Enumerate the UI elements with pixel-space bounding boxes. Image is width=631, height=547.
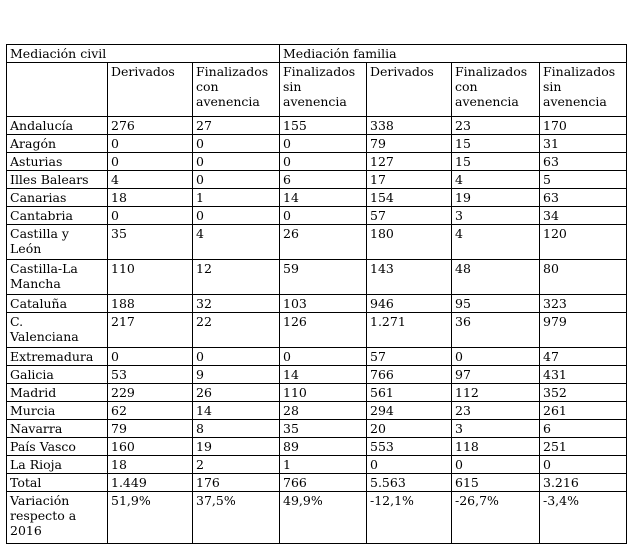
table-cell: 160 (108, 438, 193, 456)
table-cell: 431 (540, 366, 627, 384)
table-cell: 1 (280, 456, 367, 474)
row-label: País Vasco (7, 438, 108, 456)
table-cell: 23 (452, 117, 540, 135)
table-cell: 1.271 (367, 313, 452, 348)
table-row (7, 366, 627, 384)
row-label: Total (7, 474, 108, 492)
table-cell: 3 (452, 420, 540, 438)
table-cell: 32 (193, 295, 280, 313)
group-header-row (7, 45, 627, 63)
table-row (7, 438, 627, 456)
table-row (7, 313, 627, 348)
table-cell: 118 (452, 438, 540, 456)
table-cell: 62 (108, 402, 193, 420)
row-label: C. Valenciana (7, 313, 108, 348)
column-header: Derivados (367, 63, 452, 117)
table-cell: 5.563 (367, 474, 452, 492)
table-cell: 31 (540, 135, 627, 153)
table-cell: 103 (280, 295, 367, 313)
table-cell: 276 (108, 117, 193, 135)
table-cell: 47 (540, 348, 627, 366)
table-cell: 0 (193, 207, 280, 225)
table-cell: 170 (540, 117, 627, 135)
table-row (7, 474, 627, 492)
table-cell: 1 (193, 189, 280, 207)
mediation-table (6, 44, 627, 544)
table-row (7, 295, 627, 313)
table-cell: 80 (540, 260, 627, 295)
table-row (7, 384, 627, 402)
column-header-row (7, 63, 627, 117)
table-cell: 176 (193, 474, 280, 492)
row-label: La Rioja (7, 456, 108, 474)
row-label: Navarra (7, 420, 108, 438)
table-cell: 2 (193, 456, 280, 474)
table-cell: 4 (108, 171, 193, 189)
table-cell: 36 (452, 313, 540, 348)
table-row (7, 492, 627, 544)
table-cell: 0 (193, 171, 280, 189)
table-cell: 6 (540, 420, 627, 438)
table-cell: 946 (367, 295, 452, 313)
row-label: Canarias (7, 189, 108, 207)
table-cell: 155 (280, 117, 367, 135)
table-cell: 553 (367, 438, 452, 456)
table-cell: 51,9% (108, 492, 193, 544)
table-cell: 0 (108, 348, 193, 366)
row-label: Castilla y León (7, 225, 108, 260)
table-cell: 0 (193, 135, 280, 153)
table-cell: 27 (193, 117, 280, 135)
group-header-familia: Mediación familia (280, 45, 627, 63)
row-label: Cataluña (7, 295, 108, 313)
table-cell: 5 (540, 171, 627, 189)
table-cell: 63 (540, 189, 627, 207)
table-cell: 14 (193, 402, 280, 420)
column-header: Finalizados sin avenencia (540, 63, 627, 117)
column-header: Finalizados con avenencia (452, 63, 540, 117)
table-cell: 766 (367, 366, 452, 384)
table-cell: 57 (367, 348, 452, 366)
table-cell: 17 (367, 171, 452, 189)
table-cell: 0 (193, 348, 280, 366)
column-header-empty (7, 63, 108, 117)
table-cell: -3,4% (540, 492, 627, 544)
table-cell: 8 (193, 420, 280, 438)
table-cell: 19 (193, 438, 280, 456)
table-cell: 0 (280, 153, 367, 171)
row-label: Illes Balears (7, 171, 108, 189)
table-cell: 979 (540, 313, 627, 348)
table-cell: 57 (367, 207, 452, 225)
table-cell: 18 (108, 189, 193, 207)
table-cell: 0 (367, 456, 452, 474)
column-header: Finalizados sin avenencia (280, 63, 367, 117)
table-cell: 4 (452, 225, 540, 260)
table-cell: 97 (452, 366, 540, 384)
table-cell: 35 (280, 420, 367, 438)
table-cell: 4 (193, 225, 280, 260)
row-label: Variación respecto a 2016 (7, 492, 108, 544)
table-cell: -12,1% (367, 492, 452, 544)
table-cell: 615 (452, 474, 540, 492)
table-cell: 14 (280, 189, 367, 207)
table-cell: 53 (108, 366, 193, 384)
row-label: Murcia (7, 402, 108, 420)
table-cell: 154 (367, 189, 452, 207)
table-cell: 294 (367, 402, 452, 420)
table-cell: 19 (452, 189, 540, 207)
table-cell: 126 (280, 313, 367, 348)
table-cell: 338 (367, 117, 452, 135)
table-row (7, 189, 627, 207)
table-cell: 561 (367, 384, 452, 402)
table-cell: 26 (193, 384, 280, 402)
column-header: Derivados (108, 63, 193, 117)
table-row (7, 456, 627, 474)
table-cell: 89 (280, 438, 367, 456)
table-cell: 37,5% (193, 492, 280, 544)
table-cell: 35 (108, 225, 193, 260)
table-cell: 323 (540, 295, 627, 313)
table-cell: 26 (280, 225, 367, 260)
table-cell: 143 (367, 260, 452, 295)
table-row (7, 348, 627, 366)
table-cell: 110 (280, 384, 367, 402)
table-row (7, 225, 627, 260)
table-row (7, 260, 627, 295)
row-label: Extremadura (7, 348, 108, 366)
table-cell: 120 (540, 225, 627, 260)
table-cell: 18 (108, 456, 193, 474)
table-cell: 180 (367, 225, 452, 260)
table-cell: 20 (367, 420, 452, 438)
table-cell: 6 (280, 171, 367, 189)
table-row (7, 171, 627, 189)
row-label: Castilla-La Mancha (7, 260, 108, 295)
table-cell: 1.449 (108, 474, 193, 492)
table-cell: 12 (193, 260, 280, 295)
table-cell: 0 (280, 348, 367, 366)
table-cell: 63 (540, 153, 627, 171)
table-cell: 0 (108, 153, 193, 171)
table-cell: 49,9% (280, 492, 367, 544)
table-cell: 79 (367, 135, 452, 153)
table-cell: 28 (280, 402, 367, 420)
table-row (7, 420, 627, 438)
table-cell: 261 (540, 402, 627, 420)
table-cell: -26,7% (452, 492, 540, 544)
row-label: Andalucía (7, 117, 108, 135)
table-cell: 15 (452, 153, 540, 171)
group-header-civil: Mediación civil (7, 45, 280, 63)
table-cell: 127 (367, 153, 452, 171)
table-cell: 15 (452, 135, 540, 153)
table-cell: 0 (452, 348, 540, 366)
table-cell: 110 (108, 260, 193, 295)
row-label: Asturias (7, 153, 108, 171)
table-row (7, 207, 627, 225)
table-cell: 23 (452, 402, 540, 420)
table-cell: 0 (280, 207, 367, 225)
table-cell: 352 (540, 384, 627, 402)
column-header: Finalizados con avenencia (193, 63, 280, 117)
table-cell: 188 (108, 295, 193, 313)
table-cell: 3 (452, 207, 540, 225)
table-cell: 14 (280, 366, 367, 384)
table-cell: 4 (452, 171, 540, 189)
table-cell: 9 (193, 366, 280, 384)
table-row (7, 135, 627, 153)
table-cell: 48 (452, 260, 540, 295)
table-cell: 22 (193, 313, 280, 348)
table-cell: 217 (108, 313, 193, 348)
table-cell: 0 (280, 135, 367, 153)
table-cell: 112 (452, 384, 540, 402)
row-label: Galicia (7, 366, 108, 384)
table-cell: 0 (108, 135, 193, 153)
table-cell: 59 (280, 260, 367, 295)
table-row (7, 153, 627, 171)
table-row (7, 402, 627, 420)
table-cell: 0 (452, 456, 540, 474)
table-cell: 0 (193, 153, 280, 171)
table-cell: 0 (108, 207, 193, 225)
table-cell: 0 (540, 456, 627, 474)
row-label: Cantabria (7, 207, 108, 225)
table-cell: 34 (540, 207, 627, 225)
table-cell: 3.216 (540, 474, 627, 492)
row-label: Madrid (7, 384, 108, 402)
row-label: Aragón (7, 135, 108, 153)
table-cell: 79 (108, 420, 193, 438)
table-cell: 229 (108, 384, 193, 402)
table-cell: 95 (452, 295, 540, 313)
table-cell: 766 (280, 474, 367, 492)
table-cell: 251 (540, 438, 627, 456)
table-row (7, 117, 627, 135)
